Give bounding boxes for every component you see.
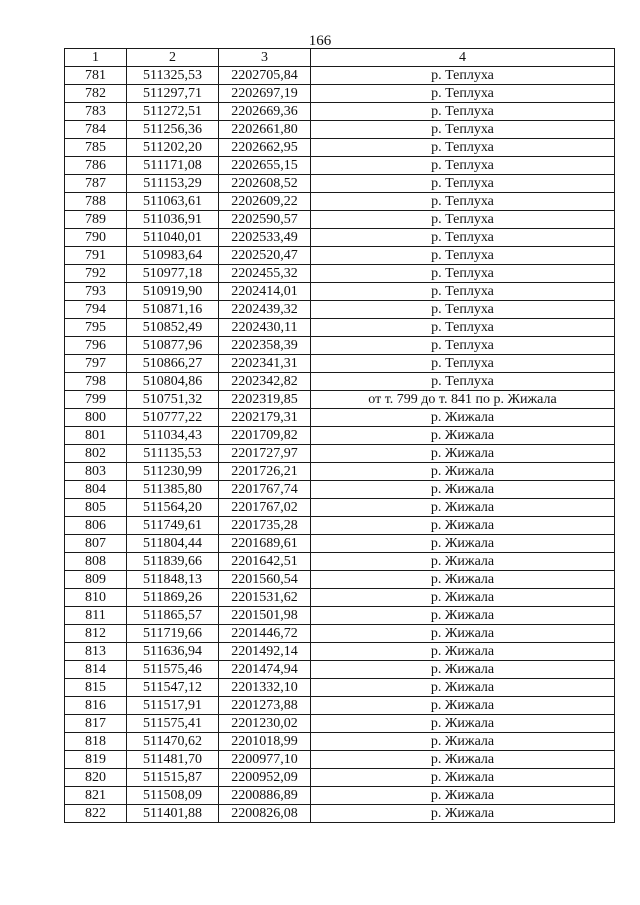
x-coordinate-cell: 510866,27 [127,355,219,373]
point-number-cell: 794 [65,301,127,319]
point-number-cell: 791 [65,247,127,265]
table-row [65,391,615,409]
point-number-cell: 809 [65,571,127,589]
description-cell: р. Жижала [311,751,615,769]
description-cell: р. Теплуха [311,337,615,355]
x-coordinate-cell: 511865,57 [127,607,219,625]
table-row [65,121,615,139]
x-coordinate-cell: 511272,51 [127,103,219,121]
x-coordinate-cell: 510751,32 [127,391,219,409]
description-cell: р. Жижала [311,625,615,643]
point-number-cell: 785 [65,139,127,157]
description-cell: р. Теплуха [311,211,615,229]
table-body [65,67,615,823]
table-row [65,355,615,373]
y-coordinate-cell: 2202662,95 [219,139,311,157]
table-row [65,85,615,103]
point-number-cell: 783 [65,103,127,121]
column-header: 1 [65,49,127,67]
y-coordinate-cell: 2200886,89 [219,787,311,805]
point-number-cell: 805 [65,499,127,517]
description-cell: р. Жижала [311,409,615,427]
table-row [65,751,615,769]
description-cell: р. Теплуха [311,175,615,193]
x-coordinate-cell: 511135,53 [127,445,219,463]
point-number-cell: 781 [65,67,127,85]
table-row [65,481,615,499]
table-row [65,499,615,517]
y-coordinate-cell: 2202697,19 [219,85,311,103]
y-coordinate-cell: 2201767,02 [219,499,311,517]
point-number-cell: 817 [65,715,127,733]
point-number-cell: 813 [65,643,127,661]
y-coordinate-cell: 2201531,62 [219,589,311,607]
description-cell: р. Жижала [311,805,615,823]
x-coordinate-cell: 511040,01 [127,229,219,247]
description-cell: р. Теплуха [311,139,615,157]
description-cell: р. Жижала [311,769,615,787]
description-cell: р. Жижала [311,535,615,553]
description-cell: р. Жижала [311,517,615,535]
table-row [65,337,615,355]
y-coordinate-cell: 2202533,49 [219,229,311,247]
x-coordinate-cell: 511869,26 [127,589,219,607]
x-coordinate-cell: 511848,13 [127,571,219,589]
table-row [65,769,615,787]
point-number-cell: 812 [65,625,127,643]
y-coordinate-cell: 2201767,74 [219,481,311,499]
y-coordinate-cell: 2202319,85 [219,391,311,409]
x-coordinate-cell: 511508,09 [127,787,219,805]
description-cell: р. Жижала [311,481,615,499]
description-cell: р. Жижала [311,427,615,445]
point-number-cell: 815 [65,679,127,697]
point-number-cell: 821 [65,787,127,805]
description-cell: р. Жижала [311,715,615,733]
point-number-cell: 795 [65,319,127,337]
table-row [65,589,615,607]
table-row [65,571,615,589]
description-cell: р. Теплуха [311,373,615,391]
y-coordinate-cell: 2201474,94 [219,661,311,679]
point-number-cell: 793 [65,283,127,301]
table-row [65,643,615,661]
x-coordinate-cell: 511470,62 [127,733,219,751]
point-number-cell: 800 [65,409,127,427]
point-number-cell: 810 [65,589,127,607]
point-number-cell: 790 [65,229,127,247]
x-coordinate-cell: 511034,43 [127,427,219,445]
table-row [65,193,615,211]
description-cell: р. Теплуха [311,103,615,121]
y-coordinate-cell: 2202661,80 [219,121,311,139]
point-number-cell: 808 [65,553,127,571]
y-coordinate-cell: 2201560,54 [219,571,311,589]
x-coordinate-cell: 511547,12 [127,679,219,697]
y-coordinate-cell: 2202439,32 [219,301,311,319]
y-coordinate-cell: 2202609,22 [219,193,311,211]
x-coordinate-cell: 511153,29 [127,175,219,193]
description-cell: р. Жижала [311,589,615,607]
x-coordinate-cell: 511839,66 [127,553,219,571]
x-coordinate-cell: 511515,87 [127,769,219,787]
description-cell: р. Жижала [311,553,615,571]
y-coordinate-cell: 2201501,98 [219,607,311,625]
point-number-cell: 789 [65,211,127,229]
description-cell: р. Жижала [311,463,615,481]
x-coordinate-cell: 510977,18 [127,265,219,283]
table-row [65,661,615,679]
table-row [65,715,615,733]
description-cell: р. Жижала [311,571,615,589]
description-cell: р. Жижала [311,787,615,805]
x-coordinate-cell: 511385,80 [127,481,219,499]
table-row [65,301,615,319]
y-coordinate-cell: 2201735,28 [219,517,311,535]
column-header: 4 [311,49,615,67]
table-row [65,283,615,301]
x-coordinate-cell: 510871,16 [127,301,219,319]
point-number-cell: 784 [65,121,127,139]
y-coordinate-cell: 2202455,32 [219,265,311,283]
x-coordinate-cell: 511575,46 [127,661,219,679]
x-coordinate-cell: 511171,08 [127,157,219,175]
table-row [65,607,615,625]
point-number-cell: 814 [65,661,127,679]
x-coordinate-cell: 511063,61 [127,193,219,211]
table-row [65,733,615,751]
y-coordinate-cell: 2200977,10 [219,751,311,769]
y-coordinate-cell: 2201492,14 [219,643,311,661]
table-row [65,139,615,157]
description-cell: р. Теплуха [311,229,615,247]
y-coordinate-cell: 2202341,31 [219,355,311,373]
description-cell: р. Теплуха [311,121,615,139]
description-cell: р. Жижала [311,679,615,697]
point-number-cell: 788 [65,193,127,211]
description-cell: р. Теплуха [311,301,615,319]
table-row [65,445,615,463]
x-coordinate-cell: 511575,41 [127,715,219,733]
x-coordinate-cell: 511256,36 [127,121,219,139]
table-row [65,157,615,175]
table-row [65,697,615,715]
x-coordinate-cell: 511804,44 [127,535,219,553]
table-row [65,427,615,445]
x-coordinate-cell: 511564,20 [127,499,219,517]
x-coordinate-cell: 511719,66 [127,625,219,643]
x-coordinate-cell: 510777,22 [127,409,219,427]
x-coordinate-cell: 510919,90 [127,283,219,301]
y-coordinate-cell: 2201727,97 [219,445,311,463]
y-coordinate-cell: 2202669,36 [219,103,311,121]
table-row [65,517,615,535]
point-number-cell: 803 [65,463,127,481]
description-cell: р. Жижала [311,607,615,625]
table-row [65,319,615,337]
x-coordinate-cell: 511230,99 [127,463,219,481]
point-number-cell: 797 [65,355,127,373]
table-row [65,247,615,265]
y-coordinate-cell: 2202342,82 [219,373,311,391]
table-row [65,679,615,697]
table-row [65,787,615,805]
table-row [65,229,615,247]
x-coordinate-cell: 511749,61 [127,517,219,535]
description-cell: р. Жижала [311,445,615,463]
y-coordinate-cell: 2202590,57 [219,211,311,229]
description-cell: р. Теплуха [311,85,615,103]
page-number: 166 [308,33,332,49]
y-coordinate-cell: 2200826,08 [219,805,311,823]
x-coordinate-cell: 511636,94 [127,643,219,661]
point-number-cell: 811 [65,607,127,625]
point-number-cell: 786 [65,157,127,175]
x-coordinate-cell: 511297,71 [127,85,219,103]
point-number-cell: 816 [65,697,127,715]
column-header: 3 [219,49,311,67]
table-header-row [65,49,615,67]
point-number-cell: 802 [65,445,127,463]
point-number-cell: 801 [65,427,127,445]
point-number-cell: 820 [65,769,127,787]
description-cell: р. Теплуха [311,157,615,175]
y-coordinate-cell: 2202358,39 [219,337,311,355]
table-row [65,103,615,121]
y-coordinate-cell: 2201230,02 [219,715,311,733]
x-coordinate-cell: 511325,53 [127,67,219,85]
table-row [65,805,615,823]
y-coordinate-cell: 2202179,31 [219,409,311,427]
point-number-cell: 796 [65,337,127,355]
description-cell: от т. 799 до т. 841 по р. Жижала [311,391,615,409]
y-coordinate-cell: 2201332,10 [219,679,311,697]
description-cell: р. Теплуха [311,319,615,337]
point-number-cell: 822 [65,805,127,823]
y-coordinate-cell: 2201273,88 [219,697,311,715]
y-coordinate-cell: 2202655,15 [219,157,311,175]
table-row [65,463,615,481]
x-coordinate-cell: 510877,96 [127,337,219,355]
point-number-cell: 806 [65,517,127,535]
point-number-cell: 818 [65,733,127,751]
description-cell: р. Теплуха [311,193,615,211]
point-number-cell: 799 [65,391,127,409]
table-row [65,211,615,229]
table-row [65,553,615,571]
y-coordinate-cell: 2200952,09 [219,769,311,787]
point-number-cell: 782 [65,85,127,103]
x-coordinate-cell: 511517,91 [127,697,219,715]
description-cell: р. Жижала [311,733,615,751]
table-row [65,175,615,193]
description-cell: р. Жижала [311,661,615,679]
y-coordinate-cell: 2201642,51 [219,553,311,571]
y-coordinate-cell: 2202705,84 [219,67,311,85]
x-coordinate-cell: 511202,20 [127,139,219,157]
table-row [65,67,615,85]
description-cell: р. Жижала [311,499,615,517]
column-header: 2 [127,49,219,67]
point-number-cell: 819 [65,751,127,769]
description-cell: р. Теплуха [311,355,615,373]
table-row [65,409,615,427]
y-coordinate-cell: 2201726,21 [219,463,311,481]
x-coordinate-cell: 510804,86 [127,373,219,391]
description-cell: р. Теплуха [311,265,615,283]
point-number-cell: 807 [65,535,127,553]
y-coordinate-cell: 2202608,52 [219,175,311,193]
point-number-cell: 798 [65,373,127,391]
description-cell: р. Жижала [311,697,615,715]
y-coordinate-cell: 2201018,99 [219,733,311,751]
y-coordinate-cell: 2201446,72 [219,625,311,643]
description-cell: р. Теплуха [311,67,615,85]
x-coordinate-cell: 511036,91 [127,211,219,229]
y-coordinate-cell: 2202520,47 [219,247,311,265]
y-coordinate-cell: 2201689,61 [219,535,311,553]
x-coordinate-cell: 511401,88 [127,805,219,823]
x-coordinate-cell: 510852,49 [127,319,219,337]
x-coordinate-cell: 510983,64 [127,247,219,265]
y-coordinate-cell: 2202430,11 [219,319,311,337]
y-coordinate-cell: 2201709,82 [219,427,311,445]
point-number-cell: 804 [65,481,127,499]
description-cell: р. Теплуха [311,283,615,301]
table-row [65,625,615,643]
table-row [65,265,615,283]
description-cell: р. Жижала [311,643,615,661]
x-coordinate-cell: 511481,70 [127,751,219,769]
y-coordinate-cell: 2202414,01 [219,283,311,301]
table-row [65,373,615,391]
point-number-cell: 787 [65,175,127,193]
point-number-cell: 792 [65,265,127,283]
coordinates-table [64,48,615,823]
table-row [65,535,615,553]
description-cell: р. Теплуха [311,247,615,265]
